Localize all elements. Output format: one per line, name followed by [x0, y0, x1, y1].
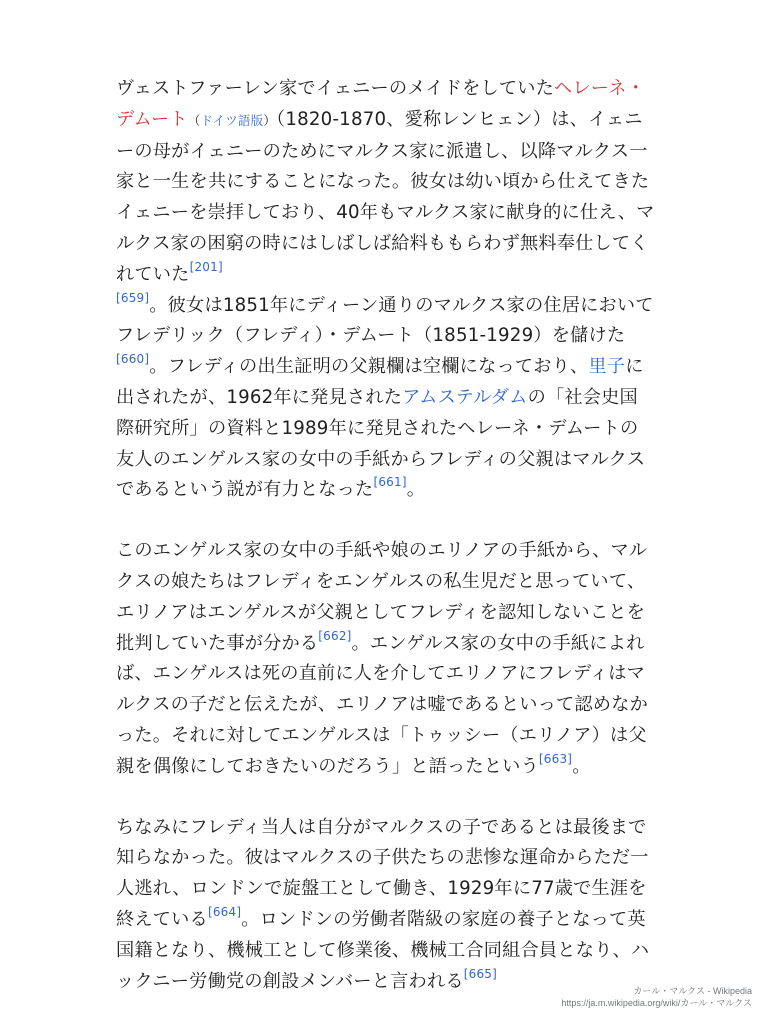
citation-201: [190, 260, 223, 274]
paragraph-1: [116, 74, 656, 506]
citation-664: [208, 905, 241, 919]
citation-662: [318, 629, 351, 643]
citation-663: [539, 752, 572, 766]
citation-link-201[interactable]: [201]: [189, 259, 223, 274]
text: ちなみにフレディ当人は自分がマルクスの子であるとは最後まで知らなかった。彼はマルクスの子供たちの悲惨な運命からただ一人逃れ、ロンドンで旋盤工として働き、1929年に77歳で生涯を終えている: [116, 816, 649, 930]
citation-660: [116, 352, 149, 366]
text: 。フレディの出生証明の父親欄は空欄になっており、: [149, 356, 589, 378]
citation-link-664[interactable]: [664]: [207, 904, 242, 919]
text: ヴェストファーレン家でイェニーのメイドをしていた: [116, 78, 555, 99]
text: に出されたが、1962年に発見された: [116, 356, 644, 408]
text: 。: [406, 479, 426, 501]
citation-link-665[interactable]: [665]: [463, 966, 498, 981]
paragraph-2: [116, 536, 656, 782]
citation-link-663[interactable]: [663]: [538, 751, 573, 766]
language-note: [188, 113, 276, 128]
text: 。: [572, 755, 591, 777]
paren-open: （: [187, 112, 201, 128]
paren-close: ）: [263, 112, 277, 128]
link-amsterdam[interactable]: アムステルダム: [402, 386, 528, 408]
citation-link-662[interactable]: [662]: [318, 628, 352, 643]
text: 。ロンドンの労働者階級の家庭の養子となって英国籍となり、機械工として修業後、機械工合同組合員となり、ハックニー労働党の創設メンバーと言われる: [116, 908, 650, 992]
text: （1820-1870、愛称レンヒェン）は、イェニーの母がイェニーのためにマルクス家に派遣し、以降マルクス一家と一生を共にすることになった。彼女は幼い頃から仕えてきたイェニーを崇拝しており、40年もマルクス家に献身的に仕え、マルクス家の困窮の時にはしばしば給料ももらわず無料奉仕してくれていた: [116, 108, 655, 285]
link-german-version[interactable]: ドイツ語版: [200, 112, 264, 128]
link-helene-demuth[interactable]: ヘレーネ・デムート: [116, 78, 646, 130]
citation-link-661[interactable]: [661]: [373, 475, 407, 490]
text: このエンゲルス家の女中の手紙や娘のエリノアの手紙から、マルクスの娘たちはフレディをエンゲルスの私生児だと思っていて、エリノアはエンゲルスが父親としてフレディを認知しないことを批判していた事が分かる: [116, 540, 648, 654]
text: の「社会史国際研究所」の資料と1989年に発見されたヘレーネ・デムートの友人のエンゲルス家の女中の手紙からフレディの父親はマルクスであるという説が有力となった: [116, 386, 646, 501]
citation-659: [116, 291, 149, 305]
footer-title: カール・マルクス - Wikipedia: [633, 986, 752, 996]
page-footer: [561, 985, 752, 1009]
citation-link-659[interactable]: [659]: [116, 290, 150, 305]
text: 。彼女は1851年にディーン通りのマルクス家の住居においてフレデリック（フレディ）・デムート（1851-1929）を儲けた: [116, 294, 654, 347]
footer-url: https://ja.m.wikipedia.org/wiki/カール・マルクス: [561, 998, 752, 1008]
article-body: [116, 74, 656, 997]
citation-link-660[interactable]: [660]: [116, 352, 150, 367]
citation-665: [464, 967, 497, 981]
link-satogo[interactable]: 里子: [588, 356, 626, 378]
text: 。エンゲルス家の女中の手紙によれば、エンゲルスは死の直前に人を介してエリノアにフレディはマルクスの子だと伝えたが、エリノアは嘘であるといって認めなかった。それに対してエンゲルスは「トゥッシー（エリノア）は父親を偶像にしておきたいのだろう」と語ったという: [116, 632, 648, 777]
citation-661: [373, 475, 406, 489]
paragraph-3: [116, 813, 656, 998]
